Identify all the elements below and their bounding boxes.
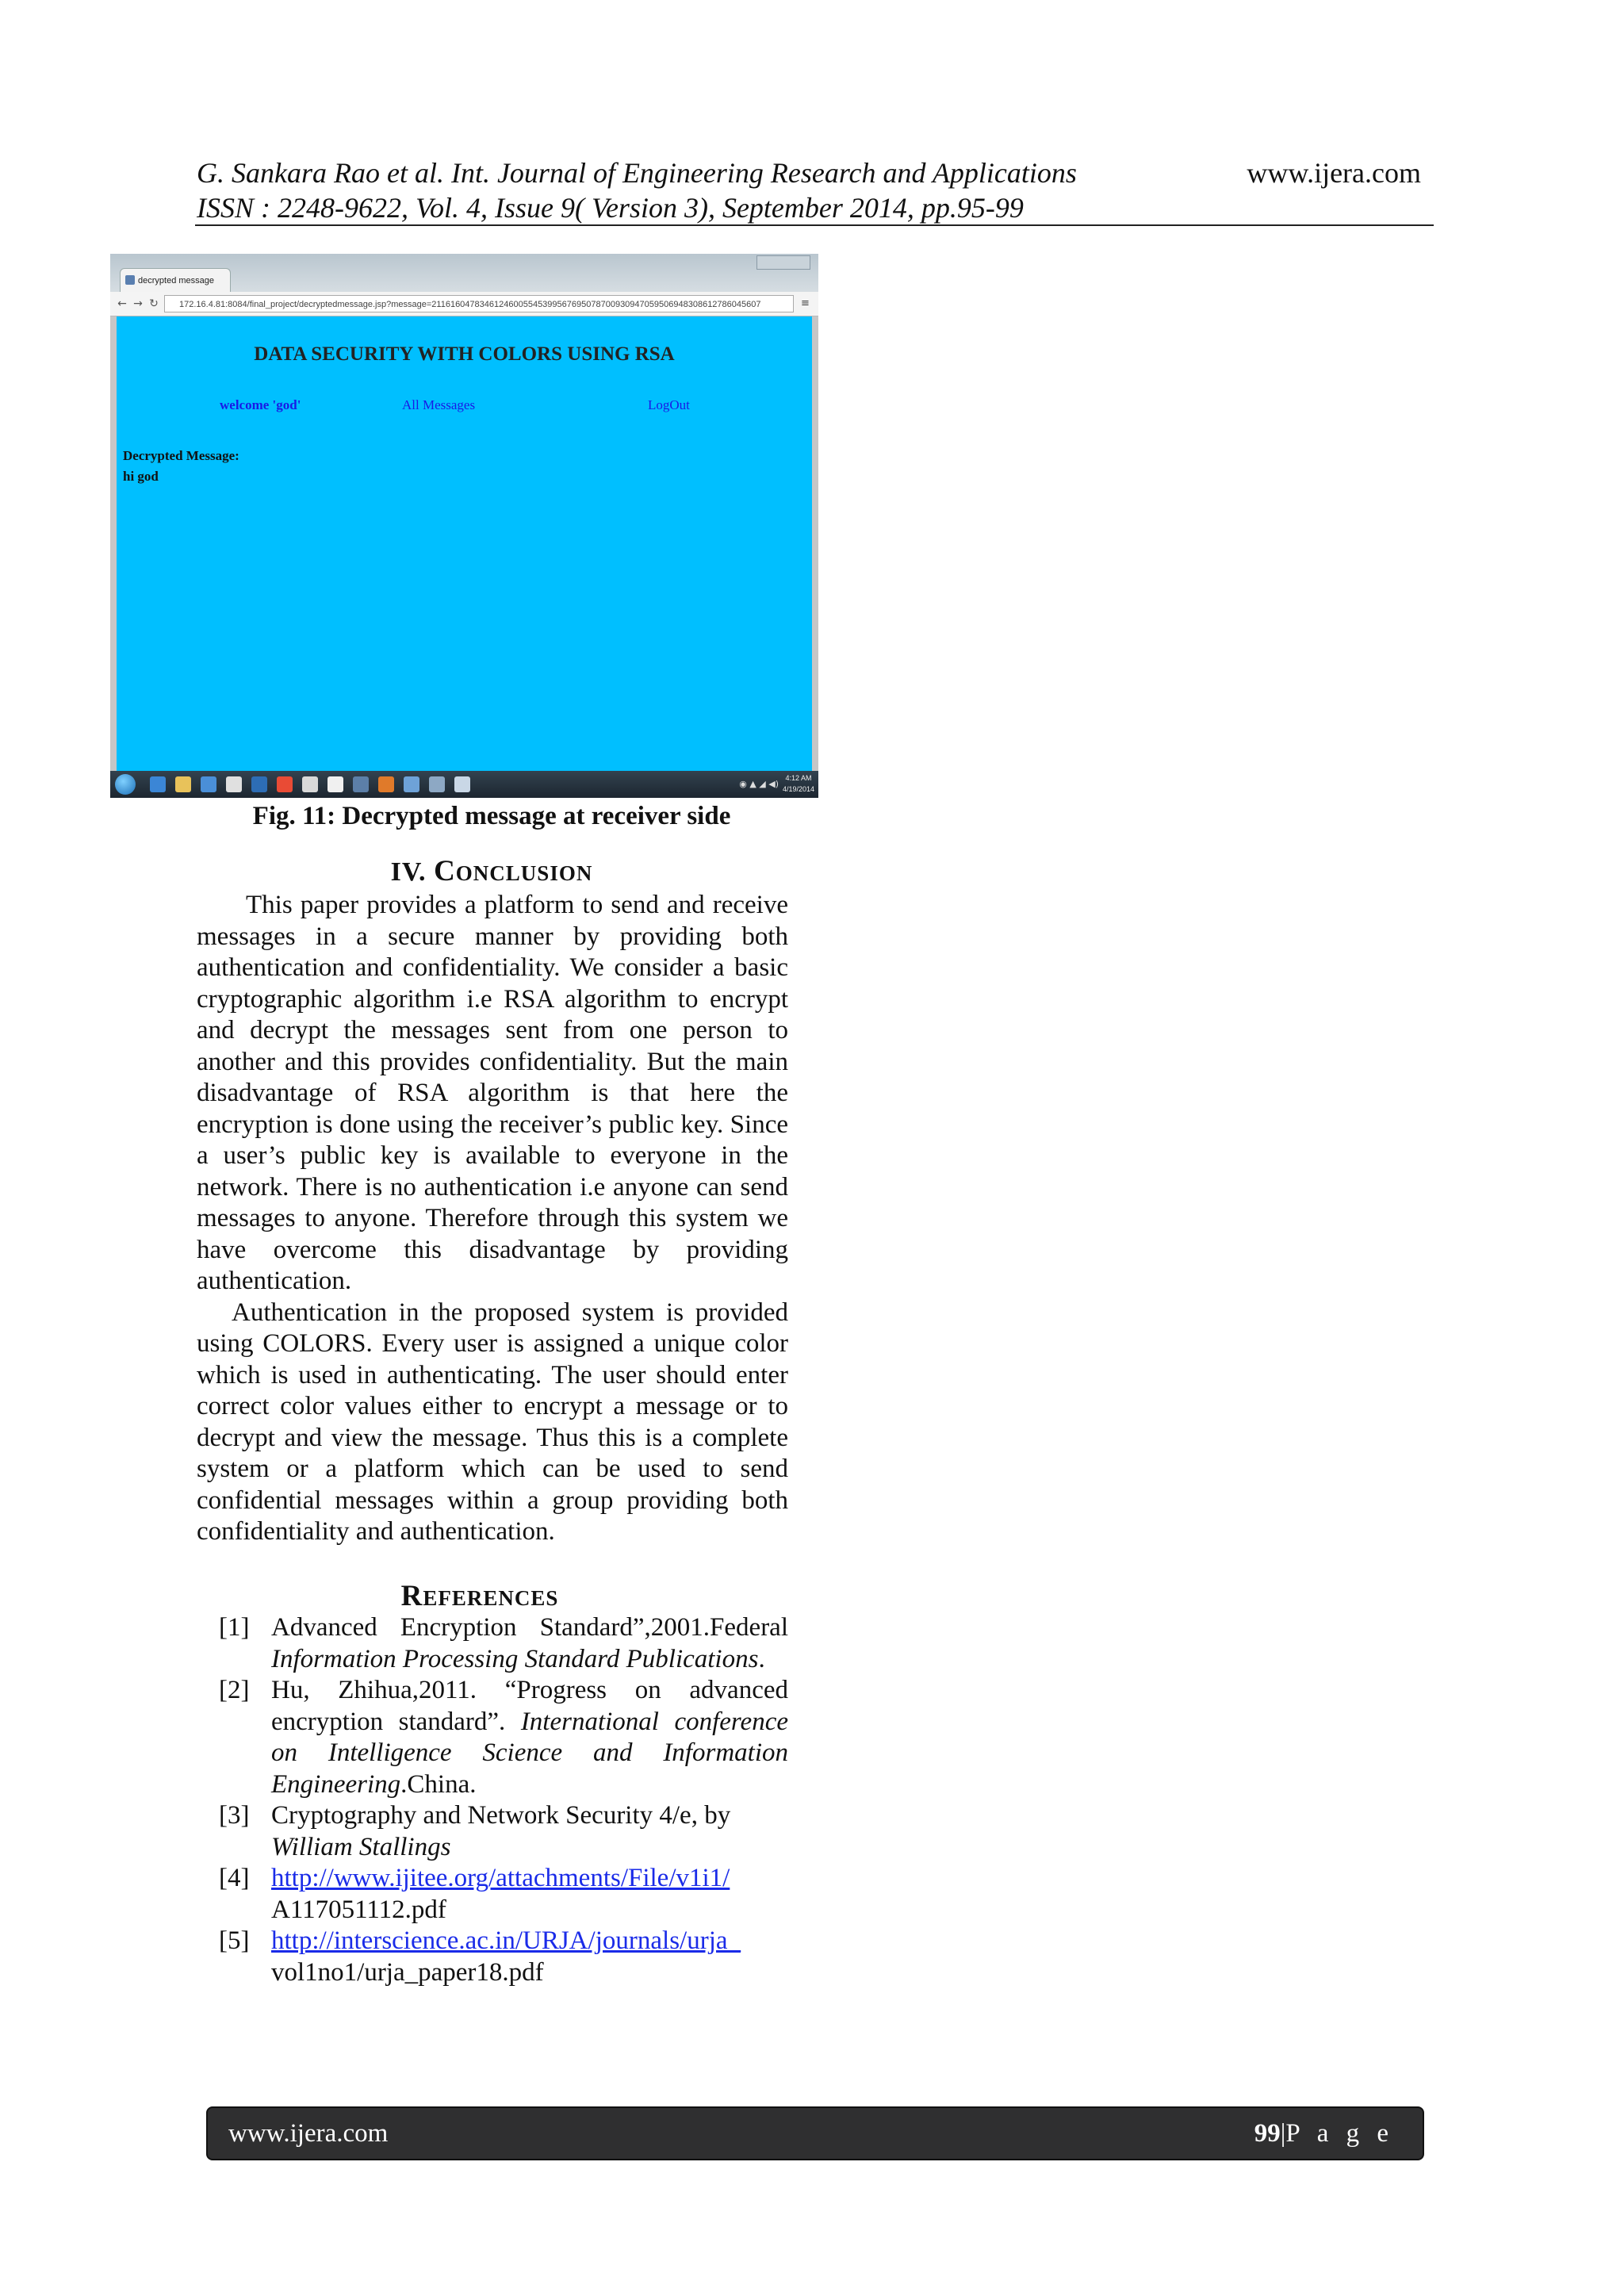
app-icon[interactable]: [353, 776, 369, 792]
welcome-link[interactable]: welcome 'god': [220, 397, 301, 412]
window-controls[interactable]: [756, 255, 810, 270]
running-header: [197, 155, 1077, 225]
reference-list: [219, 1612, 788, 1988]
issn-line: ISSN : 2248-9622, Vol. 4, Issue 9( Version 3), September 2014, pp.95-99: [197, 192, 1024, 224]
footer-website: www.ijera.com: [228, 2119, 389, 2148]
reference-text: Advanced Encryption Standard”,2001.Federal: [271, 1613, 788, 1642]
page-icon: [125, 275, 135, 285]
system-tray-icons[interactable]: ◉ ▲ ◢ ◀): [739, 779, 779, 789]
heading-rest: EFERENCES: [423, 1586, 559, 1610]
reference-item: [219, 1612, 788, 1675]
clock-time: 4:12 AM: [785, 774, 812, 782]
menu-icon[interactable]: ≡: [801, 297, 810, 309]
logout-link[interactable]: LogOut: [648, 397, 690, 412]
app-title: DATA SECURITY WITH COLORS USING RSA: [254, 343, 675, 365]
reference-item: [219, 1675, 788, 1800]
tab-title: decrypted message: [138, 276, 214, 286]
section-number: IV.: [390, 857, 427, 887]
reference-link[interactable]: http://interscience.ac.in/URJA/journals/urja_: [271, 1926, 741, 1955]
decrypted-message-value: hi god: [123, 469, 159, 484]
app-icon[interactable]: [226, 776, 242, 792]
reference-number: [2]: [219, 1676, 250, 1704]
reload-icon[interactable]: ↻: [149, 297, 159, 310]
reference-source: International conference on Intelligence Science and Information Engineering: [271, 1707, 788, 1799]
media-icon[interactable]: [201, 776, 216, 792]
chrome-icon[interactable]: [277, 776, 293, 792]
reference-filename: A117051112.pdf: [271, 1895, 446, 1924]
start-button-icon[interactable]: [115, 774, 136, 795]
page-separator: |: [1280, 2119, 1286, 2148]
conclusion-paragraph-1: This paper provides a platform to send and receive messages in a secure manner by providing both authentication and confidentiality. We consider a basic cryptographic algorithm i.e RSA algorithm to encrypt and decrypt the messages sent from one person to another and this provides confidentiality. But the main disadvantage of RSA algorithm is that here the encryption is done using the receiver’s public key. Since a user’s public key is available to everyone in the network. There is no authentication i.e anyone can send messages to anyone. Therefore through this system we have overcome this disadvantage by providing authentication.: [197, 891, 788, 1295]
references-heading: [0, 1579, 959, 1616]
reference-text: Hu, Zhihua,2011. “Progress on advanced encryption standard”.: [271, 1676, 788, 1736]
reference-number: [4]: [219, 1864, 250, 1892]
reference-text: Cryptography and Network Security 4/e, by: [271, 1801, 731, 1830]
heading-rest: ONCLUSION: [455, 861, 593, 885]
reference-author: William Stallings: [271, 1832, 451, 1861]
windows-taskbar: [110, 771, 818, 798]
header-rule: [195, 224, 1434, 226]
clock-date: 4/19/2014: [782, 785, 815, 793]
reference-suffix: .: [758, 1644, 765, 1673]
app-icon[interactable]: [454, 776, 470, 792]
app-icon[interactable]: [429, 776, 445, 792]
app-icon[interactable]: [404, 776, 419, 792]
ie-icon[interactable]: [150, 776, 166, 792]
page-word: P a g e: [1285, 2119, 1394, 2148]
reference-number: [3]: [219, 1801, 250, 1830]
app-page: [117, 316, 812, 771]
reference-link[interactable]: http://www.ijitee.org/attachments/File/v1i1/: [271, 1864, 730, 1892]
app-icon[interactable]: [251, 776, 267, 792]
forward-arrow-icon[interactable]: →: [133, 297, 143, 310]
browser-toolbar: [110, 292, 818, 316]
journal-website: www.ijera.com: [1247, 157, 1421, 189]
reference-item: [219, 1800, 788, 1863]
conclusion-body: [197, 890, 788, 1548]
decrypted-message-label: Decrypted Message:: [123, 448, 239, 463]
heading-initial: C: [434, 855, 456, 887]
figure-screenshot: [110, 254, 818, 798]
figure-caption: Fig. 11: Decrypted message at receiver side: [252, 802, 731, 830]
journal-citation: G. Sankara Rao et al. Int. Journal of Engineering Research and Applications: [197, 157, 1077, 189]
reference-source: Information Processing Standard Publications: [271, 1644, 759, 1673]
address-bar[interactable]: 172.16.4.81:8084/final_project/decryptedmessage.jsp?message=21161604783461246005545399567695078700930947059506948308612786045607: [164, 295, 794, 312]
taskbar-clock[interactable]: [782, 772, 815, 795]
notepad-icon[interactable]: [302, 776, 318, 792]
reference-number: [5]: [219, 1926, 250, 1955]
conclusion-heading: [0, 854, 983, 891]
tool-icon[interactable]: [378, 776, 394, 792]
browser-tab[interactable]: [120, 268, 231, 292]
reference-item: [219, 1926, 788, 1988]
folder-icon[interactable]: [175, 776, 191, 792]
reference-item: [219, 1863, 788, 1926]
page-number: [1254, 2108, 1394, 2159]
document-icon[interactable]: [327, 776, 343, 792]
conclusion-paragraph-2: Authentication in the proposed system is provided using COLORS. Every user is assigned a unique color which is used in authenticating. The user should enter correct color values either to encrypt a message or to decrypt and view the message. Thus this is a complete system or a platform which can be used to send confidential messages within a group providing both confidentiality and authentication.: [197, 1297, 788, 1546]
reference-suffix: .China.: [400, 1769, 477, 1799]
reference-filename: vol1no1/urja_paper18.pdf: [271, 1957, 544, 1987]
back-arrow-icon[interactable]: ←: [117, 297, 127, 310]
page-footer: [206, 2106, 1424, 2160]
heading-initial: R: [400, 1580, 423, 1612]
all-messages-link[interactable]: All Messages: [402, 397, 476, 412]
page-number-value: 99: [1254, 2119, 1281, 2148]
reference-number: [1]: [219, 1613, 250, 1642]
